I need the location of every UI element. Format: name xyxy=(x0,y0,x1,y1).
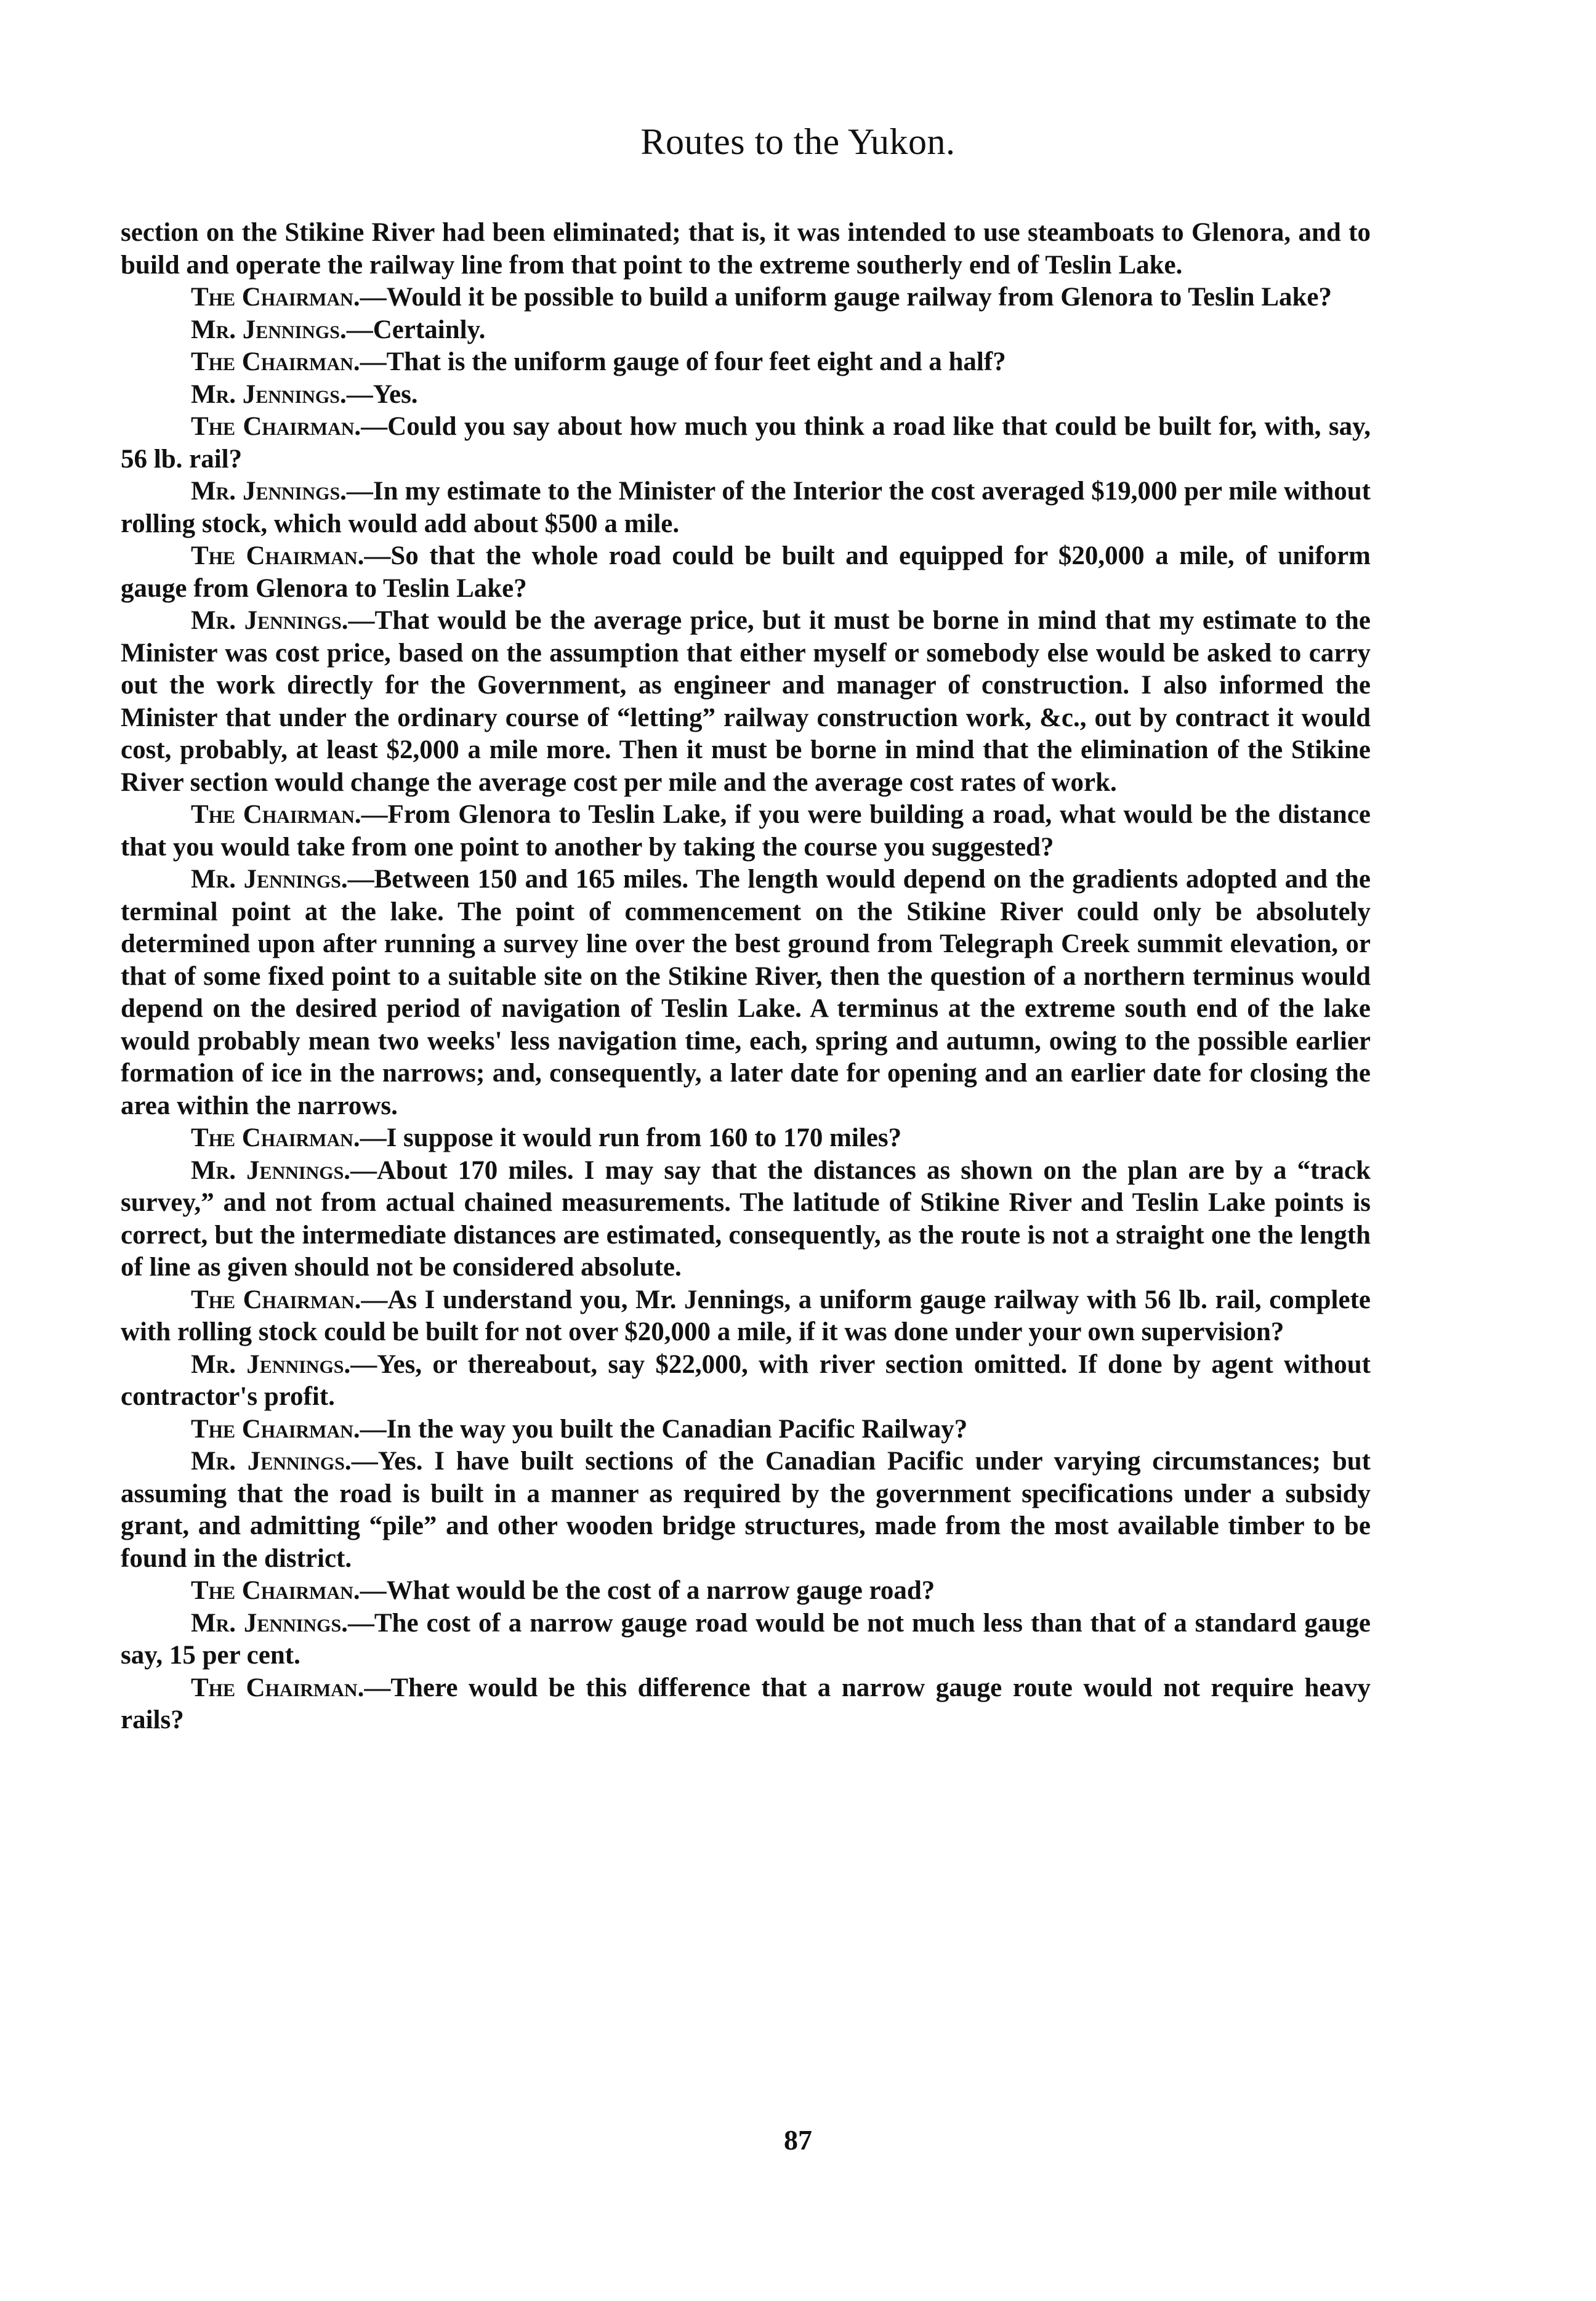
paragraph-text: —Between 150 and 165 miles. The length would depend on the gradients adopted and the terminal point at the lake. The point of commencement on the Stikine River could only be absolutely determined upon after running a survey line over the best ground from Telegraph Creek summit elevation, or that of some fixed point to a suitable site on the Stikine River, then the question of a northern terminus would depend on the desired period of navigation of Teslin Lake. A terminus at the extreme south end of the lake would probably mean two weeks' less navigation time, each, spring and autumn, owing to the possible earlier formation of ice in the narrows; and, consequently, a later date for opening and an earlier date for closing the area within the narrows. xyxy=(121,865,1371,1120)
paragraph-text: —Certainly. xyxy=(346,315,486,344)
paragraph xyxy=(121,540,1371,605)
speaker: Mr. Jennings. xyxy=(191,1608,348,1638)
paragraph-text: —Yes. xyxy=(346,379,418,409)
speaker: The Chairman. xyxy=(191,1576,360,1605)
speaker: The Chairman. xyxy=(191,283,360,312)
paragraph-text: —So that the whole road could be built and equipped for $20,000 a mile, of uniform gauge from Glenora to Teslin Lake? xyxy=(121,541,1371,603)
paragraph xyxy=(121,1446,1371,1575)
paragraph-text: —About 170 miles. I may say that the distances as shown on the plan are by a “track survey,” and not from actual chained measurements. The latitude of Stikine River and Teslin Lake points is correct, but the intermediate distances are estimated, consequently, as the route is not a straight one the length of line as given should not be considered absolute. xyxy=(121,1155,1371,1282)
speaker: The Chairman. xyxy=(191,412,361,441)
paragraph-text: —That is the uniform gauge of four feet eight and a half? xyxy=(360,347,1006,376)
paragraph xyxy=(121,281,1371,314)
testimony-text xyxy=(121,217,1371,1737)
speaker: Mr. Jennings. xyxy=(191,379,347,409)
speaker: Mr. Jennings. xyxy=(191,1155,351,1185)
paragraph xyxy=(121,605,1371,799)
paragraph xyxy=(121,217,1371,281)
paragraph xyxy=(121,863,1371,1122)
paragraph xyxy=(121,1349,1371,1413)
speaker: Mr. Jennings. xyxy=(191,1447,352,1476)
paragraph xyxy=(121,1284,1371,1349)
speaker: Mr. Jennings. xyxy=(191,477,347,506)
paragraph-text: —As I understand you, Mr. Jennings, a uniform gauge railway with 56 lb. rail, complete with rolling stock could be built for not over $20,000 a mile, if it was done under your own supervision? xyxy=(121,1285,1371,1346)
page-number: 87 xyxy=(784,2124,812,2156)
speaker: Mr. Jennings. xyxy=(191,315,347,344)
paragraph xyxy=(121,1672,1371,1737)
paragraph-text: —Yes. I have built sections of the Canadian Pacific under varying circumstances; but assuming that the road is built in a manner as required by the government specifications under a subsidy grant, and admitting “pile” and other wooden bridge structures, made from the most available timber to be found in the district. xyxy=(121,1447,1371,1573)
paragraph xyxy=(121,1122,1371,1155)
speaker: The Chairman. xyxy=(191,347,360,376)
paragraph xyxy=(121,475,1371,540)
paragraph xyxy=(121,799,1371,863)
paragraph-text: —From Glenora to Teslin Lake, if you were building a road, what would be the distance that you would take from one point to another by taking the course you suggested? xyxy=(121,800,1371,862)
speaker: The Chairman. xyxy=(191,541,365,570)
paragraph xyxy=(121,346,1371,379)
paragraph-text: —In my estimate to the Minister of the Interior the cost averaged $19,000 per mile without rolling stock, which would add about $500 a mile. xyxy=(121,477,1371,538)
paragraph-text: —Could you say about how much you think a road like that could be built for, with, say, 56 lb. rail? xyxy=(121,412,1371,474)
paragraph xyxy=(121,314,1371,347)
paragraph-text: —Would it be possible to build a uniform gauge railway from Glenora to Teslin Lake? xyxy=(360,283,1332,312)
speaker: The Chairman. xyxy=(191,1673,365,1702)
paragraph-text: —In the way you built the Canadian Pacific Railway? xyxy=(360,1414,968,1444)
speaker: Mr. Jennings. xyxy=(191,606,349,635)
paragraph xyxy=(121,1575,1371,1607)
paragraph-text: —The cost of a narrow gauge road would be not much less than that of a standard gauge say, 15 per cent. xyxy=(121,1608,1371,1670)
paragraph xyxy=(121,1413,1371,1446)
paragraph xyxy=(121,1155,1371,1284)
paragraph-text: —Yes, or thereabout, say $22,000, with river section omitted. If done by agent without contractor's profit. xyxy=(121,1349,1371,1411)
running-head: Routes to the Yukon. xyxy=(640,121,956,162)
paragraph-text: —I suppose it would run from 160 to 170 miles? xyxy=(360,1123,902,1152)
speaker: Mr. Jennings. xyxy=(191,865,348,894)
paragraph-text: —What would be the cost of a narrow gauge road? xyxy=(360,1576,935,1605)
paragraph xyxy=(121,379,1371,411)
speaker: The Chairman. xyxy=(191,1123,360,1152)
paragraph-text: section on the Stikine River had been eliminated; that is, it was intended to use steamboats to Glenora, and to build and operate the railway line from that point to the extreme southerly end of Teslin Lake. xyxy=(121,218,1371,280)
paragraph-text: —That would be the average price, but it must be borne in mind that my estimate to the Minister was cost price, based on the assumption that either myself or somebody else would be asked to carry out the work directly for the Government, as engineer and manager of construction. I also informed the Minister that under the ordinary course of “letting” railway construction work, &c., out by contract it would cost, probably, at least $2,000 a mile more. Then it must be borne in mind that the elimination of the Stikine River section would change the average cost per mile and the average cost rates of work. xyxy=(121,606,1371,797)
paragraph-text: —There would be this difference that a narrow gauge route would not require heavy rails? xyxy=(121,1673,1371,1734)
paragraph xyxy=(121,411,1371,475)
speaker: The Chairman. xyxy=(191,1285,361,1314)
paragraph xyxy=(121,1607,1371,1672)
speaker: The Chairman. xyxy=(191,800,361,829)
speaker: The Chairman. xyxy=(191,1414,360,1444)
speaker: Mr. Jennings. xyxy=(191,1349,351,1379)
